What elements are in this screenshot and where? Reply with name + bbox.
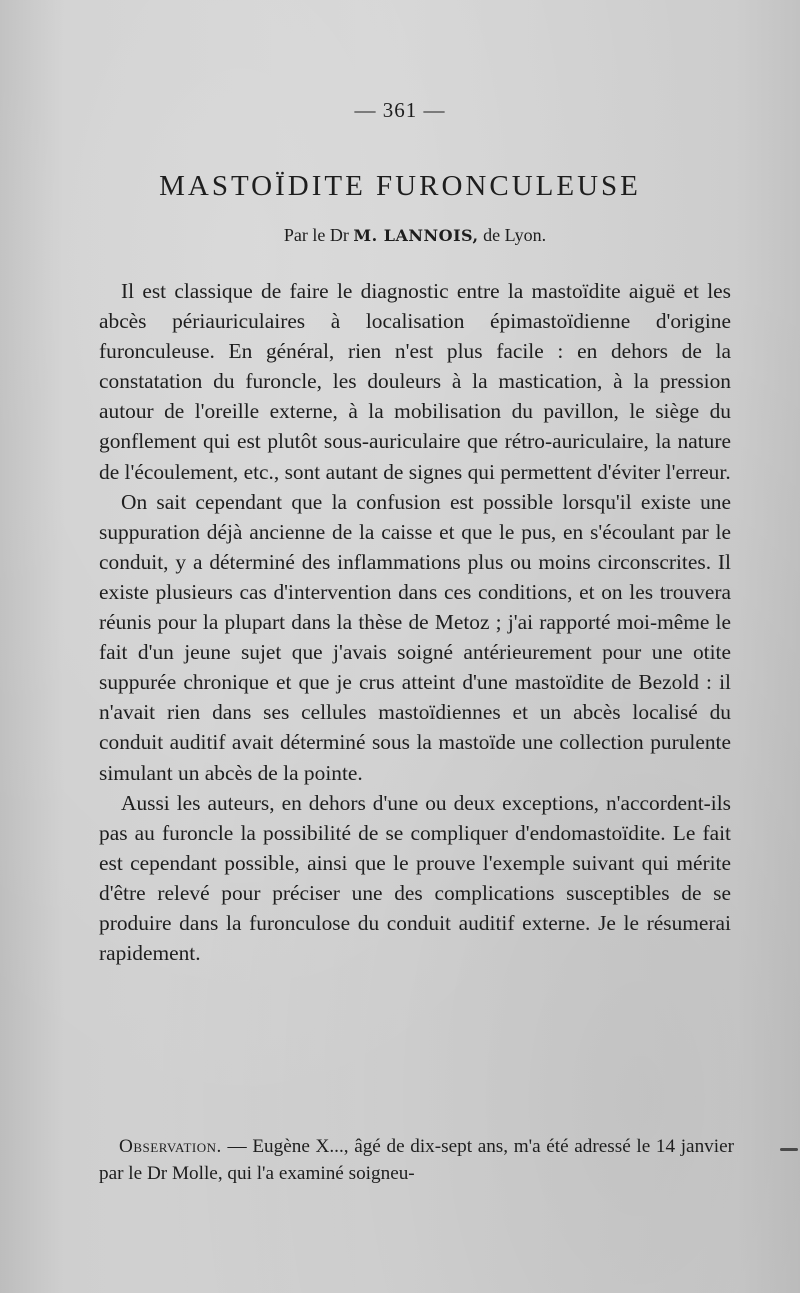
article-title: MASTOÏDITE FURONCULEUSE: [159, 170, 641, 202]
margin-mark: [780, 1148, 798, 1151]
byline-author: M. LANNOIS,: [353, 226, 479, 245]
paragraph-2: On sait cependant que la confusion est possible lorsqu'il existe une suppuration déjà ancienne de la caisse et que le pus, en s'écoulant par le conduit, y a déterminé des inflammations plus ou moins circonscrites. Il existe plusieurs cas d'intervention dans ces conditions, et on les trouvera réunis pour la plupart dans la thèse de Metoz ; j'ai rapporté moi-même le fait d'un jeune sujet que j'avais soigné antérieurement pour une otite suppurée chronique et que je crus atteint d'une mastoïdite de Bezold : il n'avait rien dans ses cellules mastoïdiennes et un abcès localisé du conduit auditif avait déterminé sous la mastoïde une collection purulente simulant un abcès de la pointe.: [99, 489, 731, 785]
byline-prefix: Par le Dr: [283, 225, 349, 245]
observation-paragraph: [99, 1134, 734, 1187]
observation-label: Observation.: [119, 1136, 222, 1157]
byline: [0, 225, 800, 246]
paragraph-1: Il est classique de faire le diagnostic entre la mastoïdite aiguë et les abcès périauriculaires à localisation épimastoïdienne d'origine furonculeuse. En général, rien n'est plus facile : en dehors de la constatation du furoncle, les douleurs à la mastication, à la pression autour de l'oreille externe, à la mobilisation du pavillon, le siège du gonflement qui est plutôt sous-auriculaire que rétro-auriculaire, la nature de l'écoulement, etc., sont autant de signes qui permettent d'éviter l'erreur.: [99, 279, 731, 484]
page-number: — 361 —: [354, 98, 446, 122]
paragraph-3: Aussi les auteurs, en dehors d'une ou deux exceptions, n'accordent-ils pas au furoncle la possibilité de se compliquer d'endomastoïdite. Le fait est cependant possible, ainsi que le prouve l'exemple suivant qui mérite d'être relevé pour préciser une des complications susceptibles de se produire dans la furonculose du conduit auditif externe. Je le résumerai rapidement.: [99, 790, 731, 966]
observation-text: — Eugène X..., âgé de dix-sept ans, m'a été adressé le 14 janvier par le Dr Molle, qui l'a examiné soigneu-: [99, 1136, 734, 1184]
observation-section: [99, 1134, 734, 1187]
byline-suffix: de Lyon.: [483, 225, 547, 245]
article-body: [99, 276, 731, 968]
